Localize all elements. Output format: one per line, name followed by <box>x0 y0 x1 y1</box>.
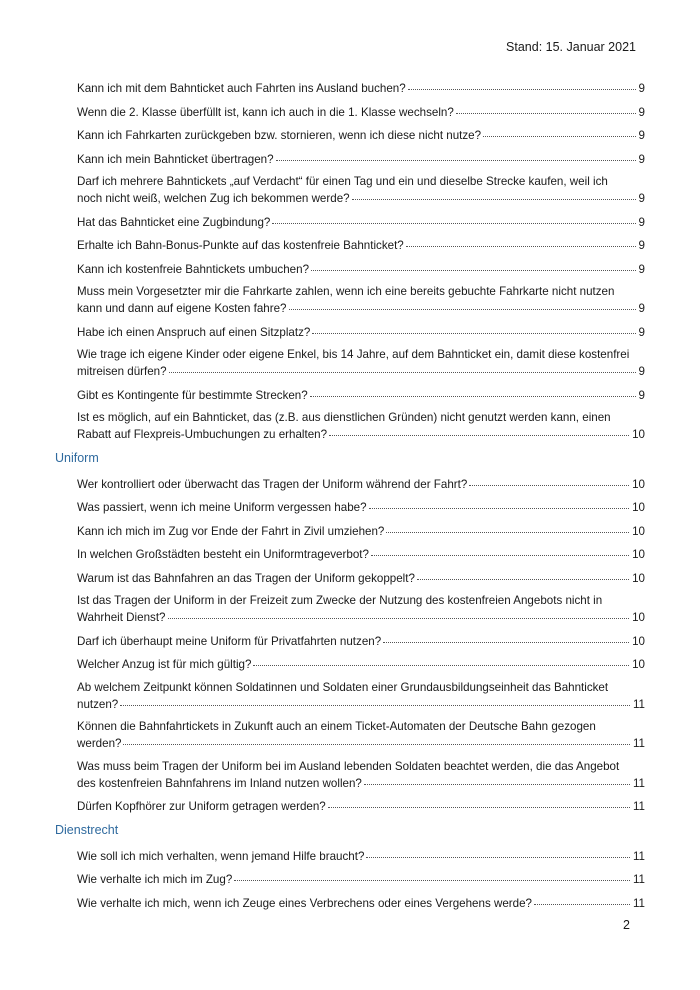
dot-leader <box>328 796 630 808</box>
dot-leader <box>234 869 630 881</box>
toc-entry[interactable] <box>77 633 645 650</box>
dot-leader <box>253 654 629 666</box>
toc-entry-page-number: 11 <box>632 800 645 813</box>
toc-entry[interactable] <box>77 523 645 540</box>
toc-entry[interactable] <box>77 499 645 516</box>
dot-leader <box>120 694 630 706</box>
toc-entry-text-line: Warum ist das Bahnfahren an das Tragen der Uniform gekoppelt? <box>77 571 415 585</box>
toc-entry-text-line: In welchen Großstädten besteht ein Uniformtrageverbot? <box>77 548 369 561</box>
dot-leader <box>123 733 629 745</box>
toc-entry-page-number: 11 <box>632 849 645 863</box>
dot-leader <box>352 188 636 200</box>
toc-entry[interactable] <box>77 798 645 815</box>
toc-entry-last-line <box>77 735 645 752</box>
toc-entry-text-line: kann und dann auf eigene Kosten fahre? <box>77 302 287 315</box>
toc-entry-page-number: 11 <box>632 873 645 886</box>
toc-entry-text-line: noch nicht weiß, welchen Zug ich bekommen werde? <box>77 192 350 205</box>
toc-entry-page-number: 11 <box>632 697 645 711</box>
dot-leader <box>383 631 629 643</box>
toc-entry-text-line: Muss mein Vorgesetzter mir die Fahrkarte zahlen, wenn ich eine bereits gebuchte Fahrkarte nicht nutzen <box>77 285 615 298</box>
toc-entry-page-number: 9 <box>638 82 645 95</box>
toc-entry-page-number: 9 <box>638 302 645 315</box>
toc-entry-text-line: Was muss beim Tragen der Uniform bei im Ausland lebenden Soldaten beachtet werden, die das Angebot <box>77 759 620 773</box>
toc-entry-text-line: Wie soll ich mich verhalten, wenn jemand Hilfe braucht? <box>77 849 365 863</box>
toc-entry[interactable] <box>77 593 645 626</box>
toc-entry[interactable] <box>77 680 645 713</box>
toc-entry-text-line: Kann ich mit dem Bahnticket auch Fahrten ins Ausland buchen? <box>77 82 406 95</box>
page-number: 2 <box>623 918 630 932</box>
toc-entry[interactable] <box>77 895 645 912</box>
toc-entry-text-line: Hat das Bahnticket eine Zugbindung? <box>77 215 271 229</box>
dot-leader <box>469 474 629 486</box>
toc-entry-text-line: mitreisen dürfen? <box>77 365 167 378</box>
toc-entry-text-line: Wer kontrolliert oder überwacht das Tragen der Uniform während der Fahrt? <box>77 477 468 491</box>
toc-entry-page-number: 10 <box>632 428 645 441</box>
toc-entry[interactable] <box>77 284 645 317</box>
toc-entry-text-line: Gibt es Kontingente für bestimmte Strecken? <box>77 388 308 402</box>
toc-entry-last-line <box>77 80 645 97</box>
toc-entry-text-line: Kann ich mein Bahnticket übertragen? <box>77 152 274 166</box>
dot-leader <box>386 521 629 533</box>
toc-entry-text-line: werden? <box>77 737 122 750</box>
table-of-contents <box>55 80 645 918</box>
toc-entry[interactable] <box>77 546 645 563</box>
toc-entry[interactable] <box>77 848 645 865</box>
dot-leader <box>311 259 636 271</box>
toc-entry-page-number: 10 <box>632 611 645 624</box>
dot-leader <box>417 568 629 580</box>
toc-entry[interactable] <box>77 387 645 404</box>
toc-entry-last-line <box>77 523 645 540</box>
toc-entry-last-line <box>77 300 645 317</box>
toc-entry[interactable] <box>77 719 645 752</box>
toc-entry-text-line: Ist das Tragen der Uniform in der Freizeit zum Zwecke der Nutzung des kostenfreien Angebots nicht in <box>77 594 603 607</box>
toc-entry-page-number: 9 <box>638 239 645 252</box>
toc-entry-last-line <box>77 696 645 713</box>
toc-entry-page-number: 9 <box>638 388 645 402</box>
toc-entry[interactable] <box>77 570 645 587</box>
toc-entry-last-line <box>77 214 645 231</box>
toc-entry[interactable] <box>77 174 645 207</box>
toc-entry-text-line: Können die Bahnfahrtickets in Zukunft auch an einem Ticket-Automaten der Deutsche Bahn gezogen <box>77 720 596 733</box>
toc-entry[interactable] <box>77 237 645 254</box>
toc-entry[interactable] <box>77 104 645 121</box>
toc-entry-text-line: Wahrheit Dienst? <box>77 611 166 624</box>
toc-entry-page-number: 11 <box>632 896 645 910</box>
toc-entry[interactable] <box>77 127 645 144</box>
toc-entry-last-line <box>77 426 645 443</box>
toc-entry-text-line: nutzen? <box>77 697 119 711</box>
toc-entry-last-line <box>77 871 645 888</box>
toc-entry-page-number: 9 <box>638 105 645 119</box>
toc-entry-last-line <box>77 127 645 144</box>
dot-leader <box>408 78 636 90</box>
toc-entry-text-line: Wie trage ich eigene Kinder oder eigene Enkel, bis 14 Jahre, auf dem Bahnticket ein, damit diese kostenfrei <box>77 348 630 361</box>
toc-entry-text-line: Habe ich einen Anspruch auf einen Sitzplatz? <box>77 325 311 339</box>
page-header-date: Stand: 15. Januar 2021 <box>506 40 636 54</box>
toc-entry-page-number: 9 <box>638 192 645 205</box>
toc-entry-text-line: Wie verhalte ich mich im Zug? <box>77 873 233 886</box>
toc-entry-text-line: Welcher Anzug ist für mich gültig? <box>77 658 252 671</box>
dot-leader <box>364 773 630 785</box>
toc-entry-text-line: Kann ich Fahrkarten zurückgeben bzw. stornieren, wenn ich diese nicht nutze? <box>77 129 482 142</box>
toc-entry-text-line: Kann ich kostenfreie Bahntickets umbuchen? <box>77 262 310 276</box>
toc-entry-last-line <box>77 546 645 563</box>
toc-entry-last-line <box>77 324 645 341</box>
dot-leader <box>371 544 629 556</box>
toc-entry-last-line <box>77 848 645 865</box>
toc-entry-last-line <box>77 363 645 380</box>
toc-entry-page-number: 11 <box>632 776 645 790</box>
toc-entry-page-number: 9 <box>638 152 645 166</box>
toc-entry-page-number: 10 <box>632 634 645 648</box>
toc-entry-page-number: 9 <box>638 129 645 142</box>
toc-entry-page-number: 9 <box>638 325 645 339</box>
toc-entry-text-line: Dürfen Kopfhörer zur Uniform getragen werden? <box>77 800 326 813</box>
toc-entry-page-number: 10 <box>632 524 645 538</box>
dot-leader <box>272 212 635 224</box>
toc-entry-last-line <box>77 656 645 673</box>
toc-entry-page-number: 9 <box>638 262 645 276</box>
toc-entry-last-line <box>77 261 645 278</box>
toc-entry-text-line: Ab welchem Zeitpunkt können Soldatinnen und Soldaten einer Grundausbildungseinheit das Bahnticket <box>77 680 609 694</box>
dot-leader <box>456 102 636 114</box>
toc-entry-text-line: Kann ich mich im Zug vor Ende der Fahrt in Zivil umziehen? <box>77 524 385 538</box>
toc-entry-last-line <box>77 609 645 626</box>
toc-entry-text-line: des kostenfreien Bahnfahrens im Inland nutzen wollen? <box>77 776 362 790</box>
toc-entry[interactable] <box>77 80 645 97</box>
dot-leader <box>289 298 636 310</box>
toc-entry-last-line <box>77 775 645 792</box>
toc-section-heading[interactable]: Dienstrecht <box>55 822 119 837</box>
toc-entry-page-number: 10 <box>632 477 645 491</box>
toc-entry-last-line <box>77 104 645 121</box>
toc-entry-text-line: Darf ich mehrere Bahntickets „auf Verdacht“ für einen Tag und ein und dieselbe Strecke kaufen, weil ich <box>77 175 608 188</box>
dot-leader <box>276 149 636 161</box>
toc-entry-last-line <box>77 895 645 912</box>
toc-entry-last-line <box>77 570 645 587</box>
dot-leader <box>169 361 636 373</box>
toc-entry-text-line: Wie verhalte ich mich, wenn ich Zeuge eines Verbrechens oder eines Vergehens werde? <box>77 896 532 910</box>
toc-entry-last-line <box>77 633 645 650</box>
dot-leader <box>406 235 636 247</box>
toc-entry-last-line <box>77 499 645 516</box>
toc-entry[interactable] <box>77 656 645 673</box>
toc-entry[interactable] <box>77 871 645 888</box>
toc-entry-text-line: Rabatt auf Flexpreis-Umbuchungen zu erhalten? <box>77 428 328 441</box>
toc-entry-last-line <box>77 151 645 168</box>
dot-leader <box>310 385 636 397</box>
toc-entry[interactable] <box>77 324 645 341</box>
dot-leader <box>168 607 630 619</box>
toc-entry[interactable] <box>77 214 645 231</box>
dot-leader <box>366 846 630 858</box>
toc-entry-last-line <box>77 237 645 254</box>
dot-leader <box>483 125 635 137</box>
toc-entry-text-line: Erhalte ich Bahn-Bonus-Punkte auf das kostenfreie Bahnticket? <box>77 239 404 252</box>
dot-leader <box>534 893 630 905</box>
toc-entry[interactable] <box>77 759 645 792</box>
toc-entry-page-number: 10 <box>632 548 645 561</box>
toc-entry-page-number: 11 <box>632 737 645 750</box>
toc-entry[interactable] <box>77 261 645 278</box>
toc-entry-page-number: 10 <box>632 571 645 585</box>
toc-entry-page-number: 10 <box>632 658 645 671</box>
toc-entry-page-number: 9 <box>638 365 645 378</box>
toc-entry-last-line <box>77 798 645 815</box>
toc-entry-last-line <box>77 387 645 404</box>
toc-entry[interactable] <box>77 151 645 168</box>
dot-leader <box>369 497 630 509</box>
toc-entry-page-number: 10 <box>632 501 645 514</box>
toc-entry-text-line: Was passiert, wenn ich meine Uniform vergessen habe? <box>77 501 367 514</box>
dot-leader <box>329 424 629 436</box>
dot-leader <box>312 322 635 334</box>
toc-entry-text-line: Ist es möglich, auf ein Bahnticket, das (z.B. aus dienstlichen Gründen) nicht genutzt werden kann, einen <box>77 411 611 424</box>
toc-entry-page-number: 9 <box>638 215 645 229</box>
toc-section-heading[interactable]: Uniform <box>55 450 99 465</box>
toc-entry-last-line <box>77 476 645 493</box>
toc-entry-text-line: Darf ich überhaupt meine Uniform für Privatfahrten nutzen? <box>77 634 382 648</box>
toc-entry[interactable] <box>77 410 645 443</box>
toc-entry-last-line <box>77 190 645 207</box>
toc-entry-text-line: Wenn die 2. Klasse überfüllt ist, kann ich auch in die 1. Klasse wechseln? <box>77 105 454 119</box>
toc-entry[interactable] <box>77 347 645 380</box>
toc-entry[interactable] <box>77 476 645 493</box>
